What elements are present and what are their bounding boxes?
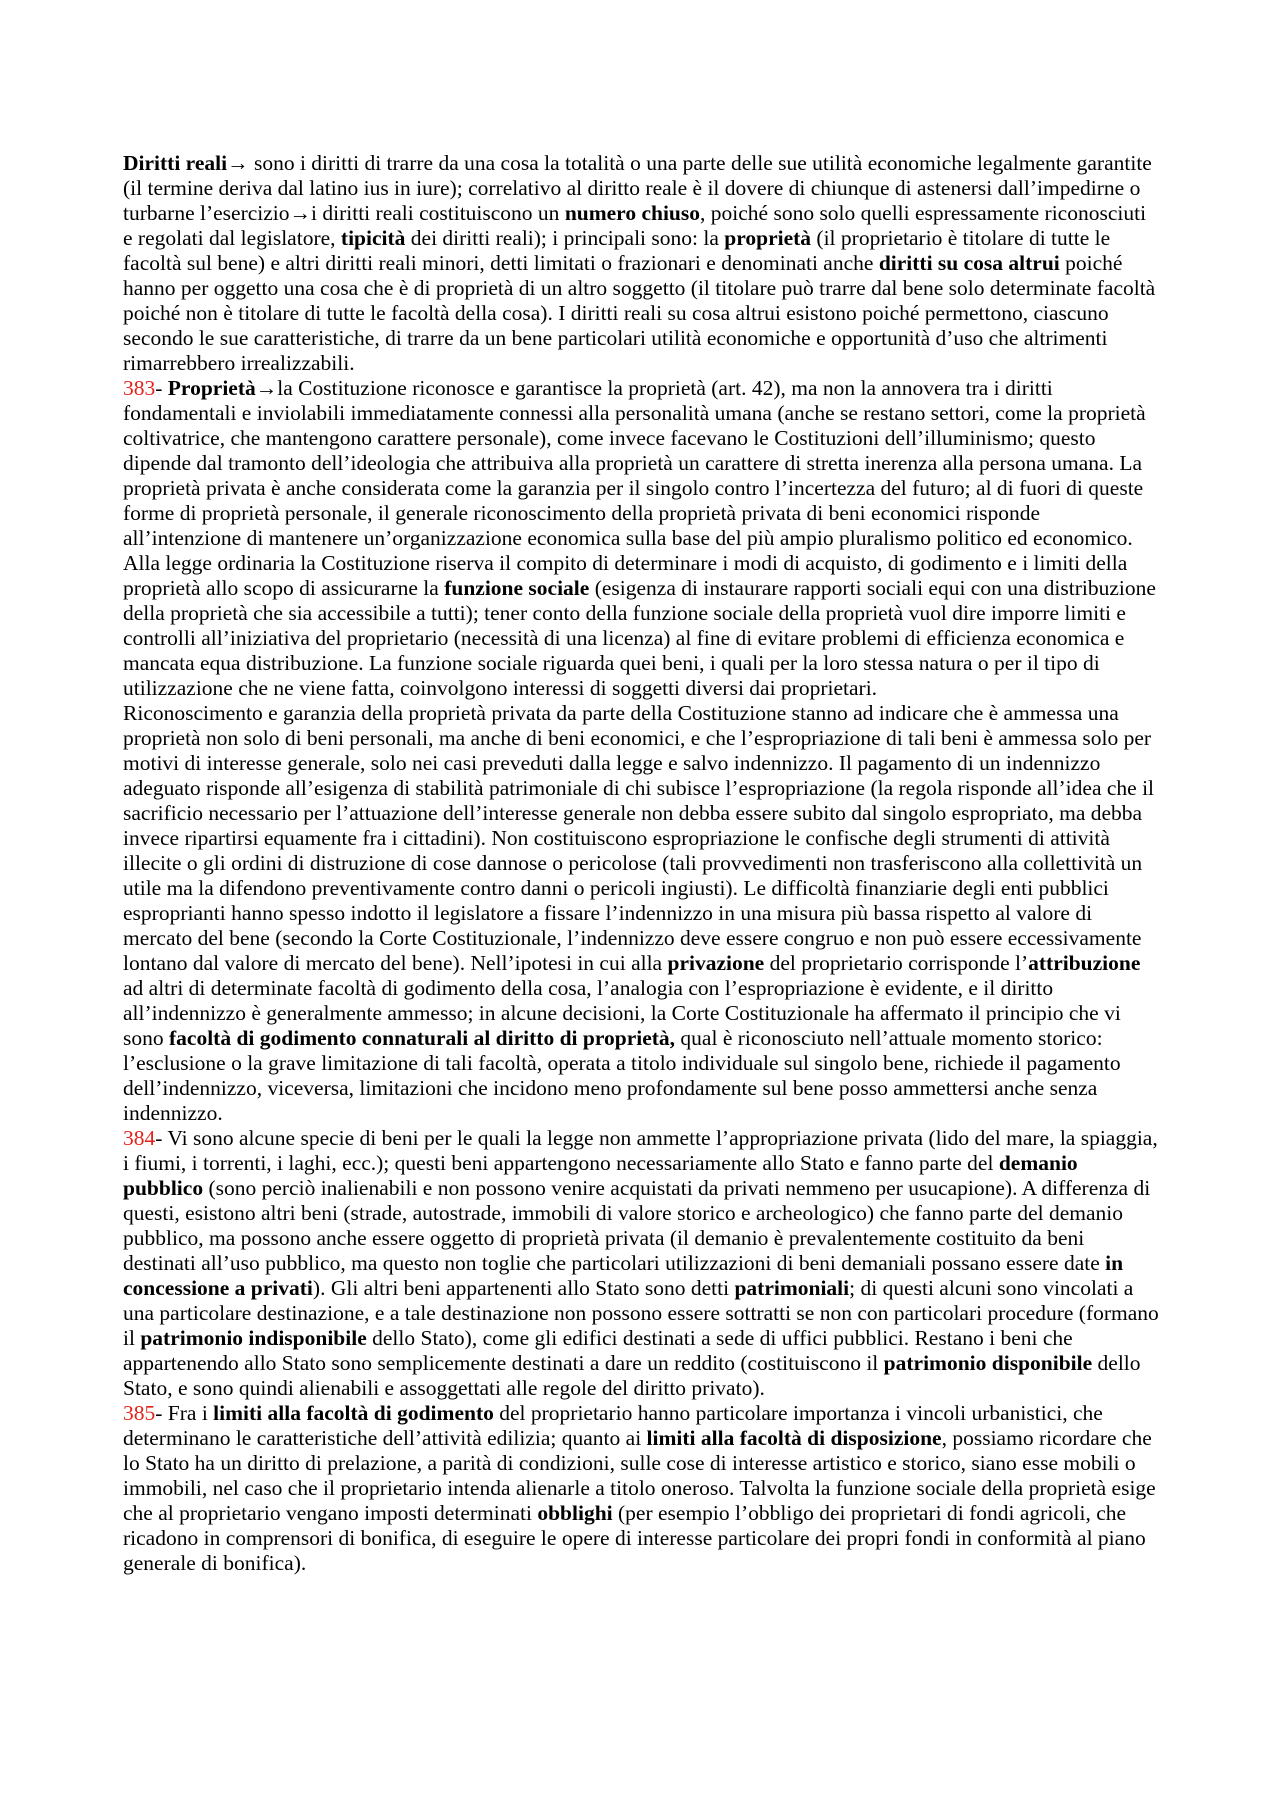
text-run: fondamentali e inviolabili immediatamente connessi alla personalità umana (anche se restano settori, come la proprietà (123, 401, 1146, 425)
bold-term: limiti alla facoltà di disposizione (646, 1426, 942, 1450)
text-run: secondo le sue caratteristiche, di trarre da un bene particolari utilità economiche e opportunità d’uso che altrimenti (123, 326, 1108, 350)
text-run: mancata equa distribuzione. La funzione sociale riguarda quei beni, i quali per la loro stessa natura o per il tipo di (123, 651, 1100, 675)
text-line (123, 1301, 1159, 1326)
text-run: qual è riconosciuto nell’attuale momento storico: (675, 1026, 1103, 1050)
document-body (123, 151, 1183, 1576)
bold-term: demanio (998, 1151, 1078, 1175)
text-run: Alla legge ordinaria la Costituzione riserva il compito di determinare i modi di acquisto, di godimento e i limiti della (123, 551, 1128, 575)
text-run: hanno per oggetto una cosa che è di proprietà di un altro soggetto (il titolare può trarre dal bene solo determinate facoltà (123, 276, 1156, 300)
text-line (123, 351, 355, 376)
text-run: poiché (1059, 251, 1123, 275)
text-line (123, 951, 1140, 976)
text-line (123, 1426, 1152, 1451)
text-run: - Fra i (155, 1401, 214, 1425)
text-run: della proprietà che sia accessibile a tutti); tener conto della funzione sociale della proprietà vuol dire imporre limiti e (123, 601, 1126, 625)
text-line (123, 1051, 1121, 1076)
text-run: - (155, 376, 168, 400)
text-line (123, 251, 1122, 276)
text-line (123, 751, 1100, 776)
paragraph-diritti-reali (123, 151, 1183, 376)
text-line (123, 1201, 1123, 1226)
text-line (123, 1251, 1123, 1276)
text-line (123, 1226, 1084, 1251)
text-line (123, 926, 1141, 951)
bold-term: Proprietà→ (167, 376, 278, 400)
text-run: determinano le caratteristiche dell’attività edilizia; quanto ai (123, 1426, 647, 1450)
text-run: dipende dal tramonto dell’ideologia che attribuiva alla proprietà un carattere di stretta inerenza alla persona umana. La (123, 451, 1143, 475)
text-line (123, 1401, 1103, 1426)
text-line (123, 626, 1124, 651)
text-line (123, 876, 1109, 901)
bold-term: attribuzione (1028, 951, 1141, 975)
text-line (123, 901, 1092, 926)
text-run: del proprietario corrisponde l’ (764, 951, 1029, 975)
bold-term: obblighi (537, 1501, 613, 1525)
text-run: all’indennizzo è generalmente ammesso; in alcune decisioni, la Corte Costituzionale ha affermato il principio che vi (123, 1001, 1121, 1025)
text-line (123, 776, 1154, 801)
text-line (123, 1176, 1150, 1201)
text-run: proprietà privata è anche considerata come la garanzia per il singolo contro l’incertezza del futuro; al di fuori di queste (123, 476, 1144, 500)
text-run: ricadono in comprensori di bonifica, di eseguire le opere di interesse particolare dei propri fondi in conformità al piano (123, 1526, 1146, 1550)
text-line (123, 301, 1109, 326)
text-run: dell’indennizzo, viceversa, limitazioni che incidono meno profondamente sul bene posso ammettersi anche senza (123, 1076, 1098, 1100)
text-line (123, 151, 1152, 176)
text-run: adeguato risponde all’esigenza di stabilità patrimoniale di chi subisce l’espropriazione (la regola risponde all’idea che il (123, 776, 1155, 800)
text-line (123, 826, 1110, 851)
text-run: dello (1092, 1351, 1141, 1375)
text-run: invece ripartirsi equamente fra i cittadini). Non costituiscono espropriazione le confische degli strumenti di attività (123, 826, 1110, 850)
text-run: utilizzazione che ne viene fatta, coinvolgono interessi di soggetti diversi dai proprietari. (123, 676, 878, 700)
bold-term: concessione a privati (123, 1276, 313, 1300)
text-run: del proprietario hanno particolare importanza i vincoli urbanistici, che (493, 1401, 1103, 1425)
text-line (123, 1001, 1121, 1026)
bold-term: privazione (667, 951, 765, 975)
text-line (123, 1276, 1133, 1301)
text-line (123, 1551, 306, 1576)
bold-term: facoltà di godimento connaturali al diritto di proprietà, (169, 1026, 676, 1050)
text-run: (sono perciò inalienabili e non possono venire acquistati da privati nemmeno per usucapione). A differenza di (203, 1176, 1151, 1200)
text-run: sono i diritti di trarre da una cosa la totalità o una parte delle sue utilità economiche legalmente garantite (248, 151, 1152, 175)
text-line (123, 526, 1133, 551)
text-run: l’esclusione o la grave limitazione di tali facoltà, operata a titolo individuale sul singolo bene, richiede il pagamento (123, 1051, 1121, 1075)
text-run: destinati all’uso pubblico, ma questo non toglie che particolari utilizzazioni di beni demaniali possano essere date (123, 1251, 1106, 1275)
text-line (123, 701, 1119, 726)
text-run: lo Stato ha un diritto di prelazione, a parità di condizioni, sulle cose di interesse artistico e storico, siano esse mobili o (123, 1451, 1136, 1475)
text-run: ad altri di determinate facoltà di godimento della cosa, l’analogia con l’espropriazione è evidente, e il diritto (123, 976, 1054, 1000)
text-line (123, 676, 877, 701)
bold-term: patrimoniali (734, 1276, 850, 1300)
text-run: coltivatrice, che mantengono carattere personale), come invece facevano le Costituzioni dell’illuminismo; questo (123, 426, 1096, 450)
text-line (123, 401, 1146, 426)
text-run: lontano dal valore di mercato del bene). Nell’ipotesi in cui alla (123, 951, 668, 975)
text-line (123, 651, 1100, 676)
bold-term: funzione sociale (444, 576, 590, 600)
bold-term: diritti su cosa altrui (878, 251, 1060, 275)
bold-term: proprietà (724, 226, 812, 250)
text-run: turbarne l’esercizio (123, 201, 290, 225)
text-run: immobili, nel caso che il proprietario intenda alienarle a titolo oneroso. Talvolta la funzione sociale della proprietà esige (123, 1476, 1156, 1500)
text-run: rimarrebbero irrealizzabili. (123, 351, 355, 375)
section-number: 384 (123, 1126, 156, 1150)
text-line (123, 226, 1110, 251)
text-run: e regolati dal legislatore, (123, 226, 341, 250)
text-line (123, 1101, 223, 1126)
text-run: dei diritti reali); i principali sono: la (405, 226, 725, 250)
paragraph-385 (123, 1401, 1183, 1576)
text-run: ; di questi alcuni sono vincolati a (849, 1276, 1134, 1300)
text-run: motivi di interesse generale, solo nei casi preveduti dalla legge e salvo indennizzo. Il pagamento di un indennizzo (123, 751, 1101, 775)
text-run: i diritti reali costituiscono un (311, 201, 565, 225)
text-run: dello Stato), come gli edifici destinati a sede di uffici pubblici. Restano i beni che (366, 1326, 1073, 1350)
text-run: , poiché sono solo quelli espressamente riconosciuti (700, 201, 1147, 225)
text-run: illecite o gli ordini di distruzione di cose dannose o pericolose (tali provvedimenti non trasferiscono alla collettività un (123, 851, 1143, 875)
bold-term: limiti alla facoltà di godimento (213, 1401, 494, 1425)
text-run: che al proprietario vengano imposti determinati (123, 1501, 538, 1525)
text-line (123, 801, 1142, 826)
text-run: , possiamo ricordare che (941, 1426, 1152, 1450)
text-run: Stato, e sono quindi alienabili e assoggettati alle regole del diritto privato). (123, 1376, 765, 1400)
text-line (123, 1501, 1126, 1526)
text-run: controlli all’iniziativa del proprietario (necessità di una licenza) al fine di evitare problemi di efficienza economica e (123, 626, 1125, 650)
text-line (123, 276, 1155, 301)
text-run: (il proprietario è titolare di tutte le (811, 226, 1111, 250)
text-run: i fiumi, i torrenti, i laghi, ecc.); questi beni appartengono necessariamente allo Stato e fanno parte del (123, 1151, 999, 1175)
text-line (123, 326, 1107, 351)
text-run: utile ma la difendono preventivamente contro danni o pericoli ingiusti). Le difficoltà finanziarie degli enti pubblici (123, 876, 1109, 900)
text-run: mercato del bene (secondo la Corte Costituzionale, l’indennizzo deve essere congruo e non può essere eccessivamente (123, 926, 1142, 950)
text-run: (il termine deriva dal latino ius in iure); correlativo al diritto reale è il dovere di chiunque di astenersi dall’impedirne o (123, 176, 1141, 200)
text-line (123, 176, 1140, 201)
text-run: una particolare destinazione, e a tale destinazione non possono essere sottratti se non con particolari procedure (formano (123, 1301, 1159, 1325)
text-line (123, 1526, 1146, 1551)
text-run: poiché non è titolare di tutte le facoltà della cosa). I diritti reali su cosa altrui esistono poiché permettono, ciascuno (123, 301, 1109, 325)
text-line (123, 551, 1127, 576)
text-line (123, 851, 1142, 876)
text-run: appartenendo allo Stato sono semplicemente destinati a dare un reddito (costituiscono il (123, 1351, 884, 1375)
text-run: proprietà allo scopo di assicurarne la (123, 576, 445, 600)
text-run: questi, esistono altri beni (strade, autostrade, immobili di valore storico e archeologico) che fanno parte del demanio (123, 1201, 1124, 1225)
text-run: indennizzo. (123, 1101, 223, 1125)
text-run: forme di proprietà personale, il generale riconoscimento della proprietà privata di beni economici risponde (123, 501, 1040, 525)
text-line (123, 1076, 1097, 1101)
text-run: (esigenza di instaurare rapporti sociali equi con una distribuzione (589, 576, 1156, 600)
text-line (123, 1026, 1103, 1051)
bold-term: Diritti reali→ (123, 151, 249, 175)
text-line (123, 376, 1053, 401)
text-run: la Costituzione riconosce e garantisce la proprietà (art. 42), ma non la annovera tra i diritti (277, 376, 1053, 400)
text-run: - Vi sono alcune specie di beni per le quali la legge non ammette l’appropriazione privata (lido del mare, la spiaggia, (155, 1126, 1158, 1150)
bold-term: numero chiuso (564, 201, 701, 225)
text-line (123, 601, 1126, 626)
text-run: sono (123, 1026, 169, 1050)
text-line (123, 576, 1156, 601)
text-line (123, 451, 1142, 476)
text-run: facoltà sul bene) e altri diritti reali minori, detti limitati o frazionari e denominati anche (123, 251, 879, 275)
bold-term: pubblico (123, 1176, 204, 1200)
text-run: pubblico, ma possono anche essere oggetto di proprietà privata (il demanio è prevalentemente costituito da beni (123, 1226, 1085, 1250)
text-line (123, 426, 1096, 451)
text-run: all’intenzione di mantenere un’organizzazione economica sulla base del più ampio pluralismo politico ed economico. (123, 526, 1133, 550)
paragraph-383 (123, 376, 1183, 1126)
text-line (123, 1451, 1136, 1476)
section-number: 383 (123, 376, 156, 400)
text-run: ). Gli altri beni appartenenti allo Stato sono detti (312, 1276, 735, 1300)
section-number: 385 (123, 1401, 156, 1425)
text-line (123, 1326, 1073, 1351)
text-run: esproprianti hanno spesso indotto il legislatore a fissare l’indennizzo in una misura più bassa rispetto al valore di (123, 901, 1093, 925)
text-line (123, 201, 1146, 226)
text-line (123, 501, 1040, 526)
paragraph-384 (123, 1126, 1183, 1401)
text-run: (per esempio l’obbligo dei proprietari di fondi agricoli, che (612, 1501, 1127, 1525)
text-run: il (123, 1326, 141, 1350)
text-line (123, 726, 1151, 751)
bold-term: patrimonio disponibile (883, 1351, 1093, 1375)
text-line (123, 1351, 1141, 1376)
arrow-glyph: → (289, 201, 312, 225)
text-line (123, 1126, 1158, 1151)
text-run: generale di bonifica). (123, 1551, 307, 1575)
text-line (123, 476, 1143, 501)
bold-term: patrimonio indisponibile (140, 1326, 367, 1350)
text-line (123, 1151, 1078, 1176)
text-line (123, 1376, 765, 1401)
text-line (123, 1476, 1156, 1501)
bold-term: in (1105, 1251, 1124, 1275)
text-run: proprietà non solo di beni personali, ma anche di beni economici, e che l’espropriazione di tali beni è ammessa solo per (123, 726, 1152, 750)
bold-term: tipicità (340, 226, 406, 250)
text-run: sacrificio necessario per l’attuazione dell’interesse generale non debba essere subito dal singolo espropriato, ma debba (123, 801, 1143, 825)
text-run: Riconoscimento e garanzia della proprietà privata da parte della Costituzione stanno ad indicare che è ammessa una (123, 701, 1119, 725)
text-line (123, 976, 1053, 1001)
